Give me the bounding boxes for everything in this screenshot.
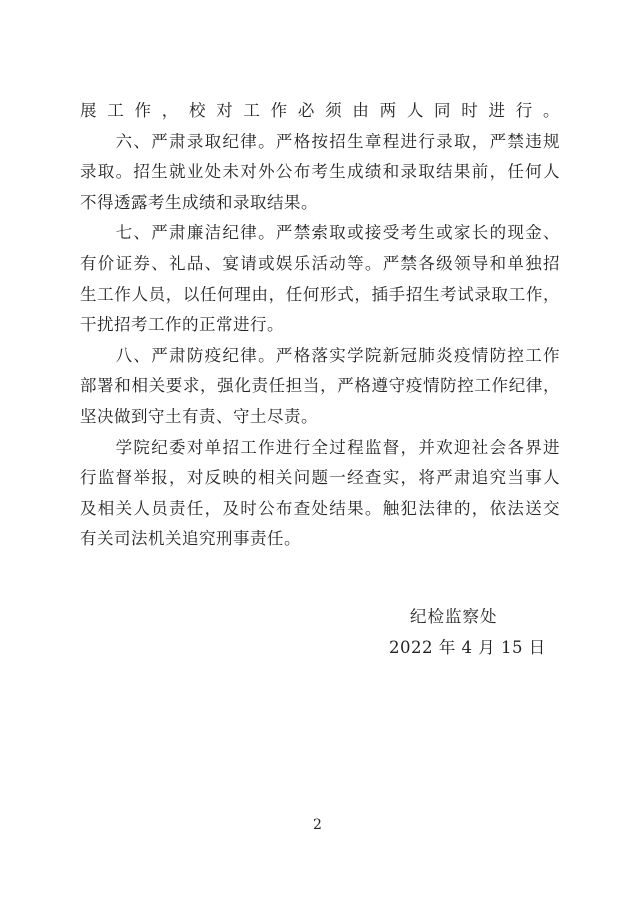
text-line: 坚决做到守土有责、守土尽责。 (80, 406, 318, 426)
text-line: 有价证券、礼品、宴请或娱乐活动等。严禁各级领导和单独招 (80, 253, 560, 273)
text-line: 干扰招考工作的正常进行。 (80, 315, 284, 335)
text-line: 八、严肃防疫纪律。严格落实学院新冠肺炎疫情防控工作 (80, 345, 560, 365)
text-line: 有关司法机关追究刑事责任。 (80, 529, 301, 549)
signature-organization: 纪检监察处 (410, 607, 498, 626)
text-line: 及相关人员责任，及时公布查处结果。触犯法律的，依法送交 (80, 498, 560, 518)
text-line: 部署和相关要求，强化责任担当，严格遵守疫情防控工作纪律， (80, 376, 560, 396)
text-line: 七、严肃廉洁纪律。严禁索取或接受考生或家长的现金、 (80, 223, 560, 243)
text-line: 展工作，校对工作必须由两人同时进行。 (80, 101, 560, 120)
signature-date: 2022 年 4 月 15 日 (389, 638, 546, 657)
text-line: 不得透露考生成绩和录取结果。 (80, 192, 318, 212)
text-line: 录取。招生就业处未对外公布考生成绩和录取结果前，任何人 (80, 162, 560, 182)
text-line: 行监督举报，对反映的相关问题一经查实，将严肃追究当事人 (80, 468, 560, 488)
text-line: 生工作人员，以任何理由，任何形式，插手招生考试录取工作， (80, 284, 560, 304)
text-line: 学院纪委对单招工作进行全过程监督，并欢迎社会各界进 (80, 437, 560, 457)
document-body (80, 96, 560, 555)
text-line: 六、严肃录取纪律。严格按招生章程进行录取，严禁违规 (80, 131, 560, 151)
page-number: 2 (313, 817, 322, 833)
